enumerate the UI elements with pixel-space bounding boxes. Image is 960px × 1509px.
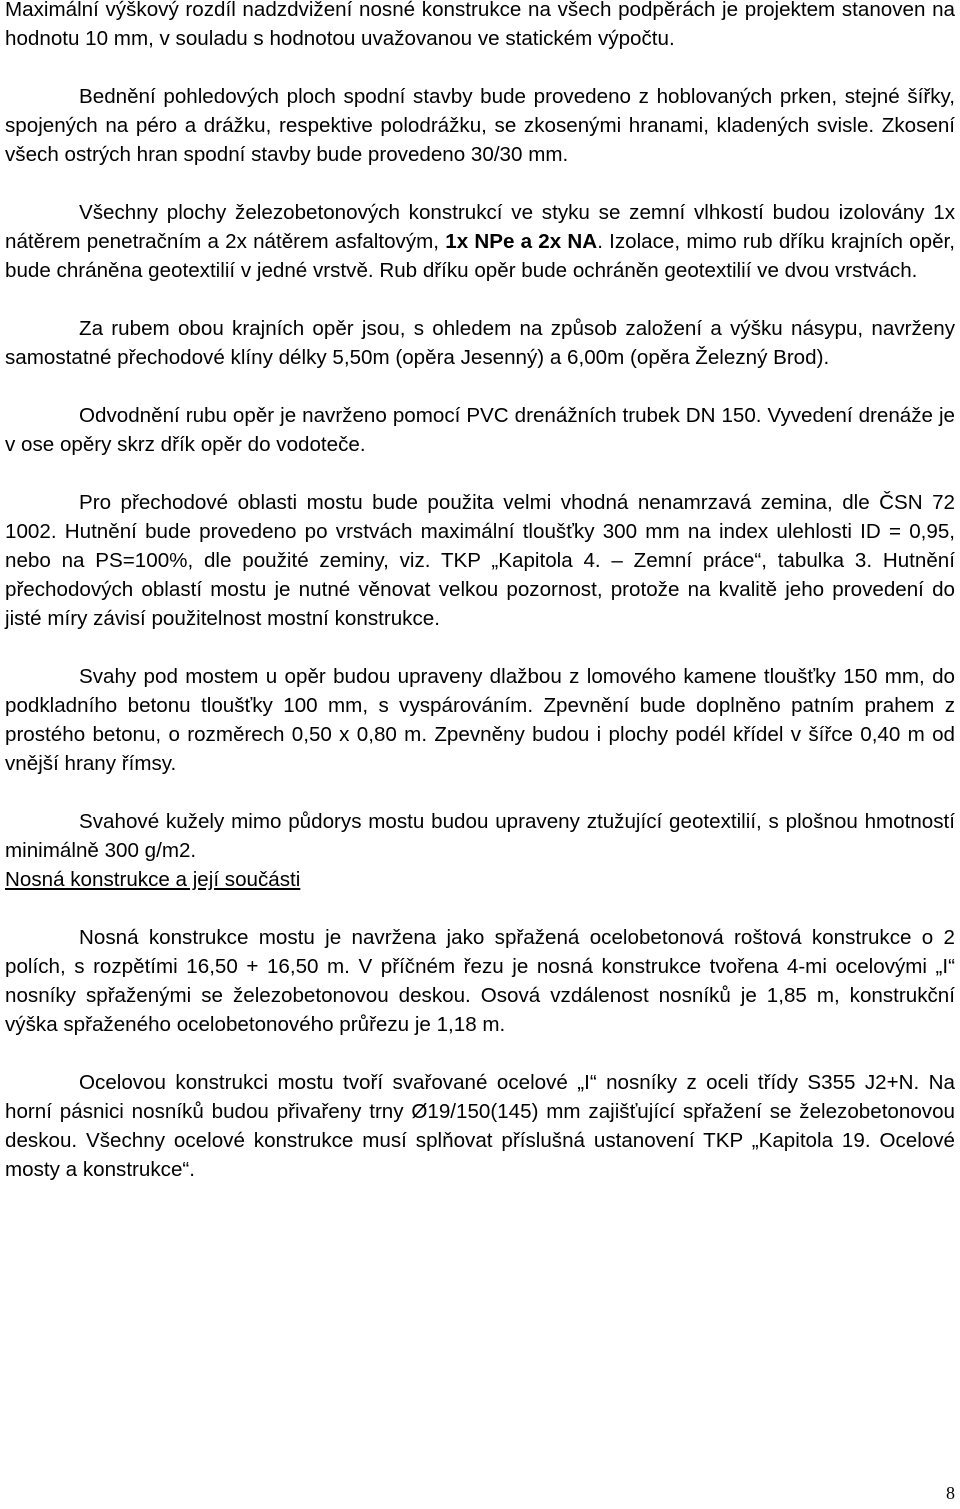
paragraph-transition-wedges: Za rubem obou krajních opěr jsou, s ohledem na způsob založení a výšku násypu, navrženy samostatné přechodové klíny délky 5,50m (opěra Jesenný) a 6,00m (opěra Železný Brod). [5,317,955,369]
paragraph-slopes-paving: Svahy pod mostem u opěr budou upraveny dlažbou z lomového kamene tloušťky 150 mm, do podkladního betonu tloušťky 100 mm, s vyspárováním. Zpevnění bude doplněno patním prahem z prostého betonu, o rozměrech 0,50 x 0,80 m. Zpevněny budou i plochy podél křídel v šířce 0,40 m od vnější hrany římsy. [5,665,955,775]
paragraph-superstructure: Nosná konstrukce mostu je navržena jako spřažená ocelobetonová roštová konstrukce o 2 polích, s rozpětími 16,50 + 16,50 m. V příčném řezu je nosná konstrukce tvořena 4-mi ocelovými „I“ nosníky spřaženými se železobetonovou deskou. Osová vzdálenost nosníků je 1,85 m, konstrukční výška spřaženého ocelobetonového průřezu je 1,18 m. [5,926,955,1036]
paragraph-slope-cones: Svahové kužely mimo půdorys mostu budou upraveny ztužující geotextilií, s plošnou hmotností minimálně 300 g/m2. [5,810,955,862]
paragraph-transition-soil: Pro přechodové oblasti mostu bude použita velmi vhodná nenamrzavá zemina, dle ČSN 72 1002. Hutnění bude provedeno po vrstvách maximální tloušťky 300 mm na index ulehlosti ID = 0,95, nebo na PS=100%, dle použité zeminy, viz. TKP „Kapitola 4. – Zemní práce“, tabulka 3. Hutnění přechodových oblastí mostu je nutné věnovat velkou pozornost, protože na kvalitě jeho provedení do jisté míry závisí použitelnost mostní konstrukce. [5,491,955,630]
document-page [5,0,955,1184]
paragraph-formwork: Bednění pohledových ploch spodní stavby bude provedeno z hoblovaných prken, stejné šířky, spojených na péro a drážku, respektive polodrážku, se zkosenými hranami, kladených svisle. Zkosení všech ostrých hran spodní stavby bude provedeno 30/30 mm. [5,85,955,166]
section-heading: Nosná konstrukce a její součásti [5,868,301,891]
paragraph-uplift-tolerance: Maximální výškový rozdíl nadzdvižení nosné konstrukce na všech podpěrách je projektem stanoven na hodnotu 10 mm, v souladu s hodnotou uvažovanou ve statickém výpočtu. [5,0,955,50]
insulation-text-start: Všechny plochy železobetonových konstrukcí ve styku se zemní vlhkostí budou izolovány 1x nátěrem penetračním a 2x nátěrem asfaltovým, [5,201,955,253]
page-number: 8 [946,1483,955,1503]
paragraph-steel-structure: Ocelovou konstrukci mostu tvoří svařované ocelové „I“ nosníky z oceli třídy S355 J2+N. Na horní pásnici nosníků budou přivařeny trny Ø19/150(145) mm zajišťující spřažení se železobetonovou deskou. Všechny ocelové konstrukce musí splňovat příslušná ustanovení TKP „Kapitola 19. Ocelové mosty a konstrukce“. [5,1071,955,1181]
paragraph-insulation [5,198,955,285]
insulation-bold-spec: 1x NPe a 2x NA [445,230,598,253]
insulation-text-end: . Izolace, mimo rub dříku krajních opěr, bude chráněna geotextilií v jedné vrstvě. Rub dříku opěr bude ochráněn geotextilií ve dvou vrstvách. [5,230,955,282]
paragraph-drainage: Odvodnění rubu opěr je navrženo pomocí PVC drenážních trubek DN 150. Vyvedení drenáže je v ose opěry skrz dřík opěr do vodoteče. [5,404,955,456]
